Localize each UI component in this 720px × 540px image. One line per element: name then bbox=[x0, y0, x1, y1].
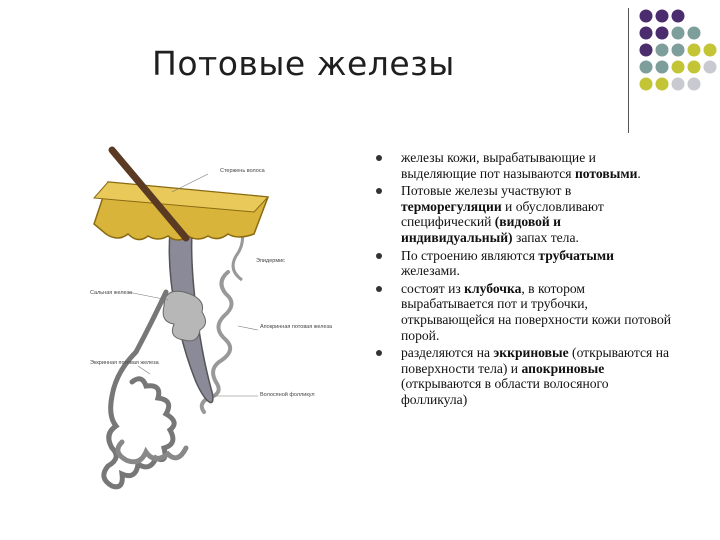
bullet-bold-text: (видовой и индивидуальный) bbox=[401, 214, 561, 245]
decor-dot bbox=[688, 61, 701, 74]
decor-dot bbox=[656, 78, 669, 91]
decor-dot bbox=[704, 44, 717, 57]
slide-title: Потовые железы bbox=[152, 44, 455, 83]
bullet-text: , в котором вырабатывается пот и трубочки, открывающейся на поверхности кожи потовой порой. bbox=[401, 280, 672, 343]
bullet-bold-text: эккриновые bbox=[493, 345, 569, 361]
bullet-item bbox=[372, 183, 672, 245]
bullet-item bbox=[372, 345, 672, 407]
label-eccrine: Эккринная потовая железа bbox=[90, 360, 159, 366]
decor-dot bbox=[672, 61, 685, 74]
decor-dot bbox=[672, 44, 685, 57]
decor-dot bbox=[704, 61, 717, 74]
bullet-bold-text: терморегуляции bbox=[401, 198, 502, 214]
decor-dot bbox=[688, 78, 701, 91]
decor-divider-line bbox=[628, 8, 629, 133]
label-epidermis: Эпидермис bbox=[256, 258, 285, 264]
bullet-item bbox=[372, 248, 672, 279]
bullet-text: По строению являются bbox=[401, 247, 539, 263]
bullet-text: разделяются на bbox=[401, 345, 494, 361]
bullet-list bbox=[372, 150, 672, 408]
bullet-text: . bbox=[637, 165, 641, 181]
bullet-item bbox=[372, 150, 672, 181]
label-sebaceous: Сальная железа bbox=[90, 290, 133, 296]
label-apocrine: Апокринная потовая железа bbox=[260, 324, 333, 330]
bullet-bold-text: апокриновые bbox=[521, 360, 605, 376]
bullet-bold-text: трубчатыми bbox=[538, 247, 614, 263]
decor-dots bbox=[638, 8, 718, 108]
decor-dot bbox=[640, 10, 653, 23]
bullet-text: (открываются в области волосяного фолликула) bbox=[401, 376, 609, 407]
decor-dot bbox=[672, 27, 685, 40]
decor-dot bbox=[688, 44, 701, 57]
bullet-text: и обусловливают специфический bbox=[401, 198, 604, 230]
bullet-text: (открываются на поверхности тела) и bbox=[401, 345, 670, 376]
sweat-gland-illustration bbox=[88, 142, 333, 527]
decor-dot bbox=[688, 27, 701, 40]
bullet-text: запах тела. bbox=[512, 229, 579, 245]
decor-dot bbox=[640, 44, 653, 57]
bullet-text: состоят из bbox=[401, 280, 465, 296]
bullet-item bbox=[372, 281, 672, 343]
bullet-text: железы кожи, вырабатывающие и выделяющие пот называются bbox=[401, 150, 596, 181]
bullet-bold-text: клубочка bbox=[464, 280, 522, 296]
decor-dot bbox=[640, 61, 653, 74]
decor-dot bbox=[656, 10, 669, 23]
decor-dot bbox=[640, 78, 653, 91]
bullet-bold-text: потовыми bbox=[574, 165, 638, 181]
decor-dot bbox=[656, 61, 669, 74]
decor-dot bbox=[672, 78, 685, 91]
bullet-text: Потовые железы участвуют в bbox=[401, 183, 572, 199]
decor-dot bbox=[640, 27, 653, 40]
label-hair: Стержень волоса bbox=[220, 168, 265, 174]
decor-dot bbox=[656, 44, 669, 57]
label-follicle: Волосяной фолликул bbox=[260, 392, 315, 398]
decor-dot bbox=[672, 10, 685, 23]
decor-dot bbox=[656, 27, 669, 40]
sebaceous-gland bbox=[163, 291, 205, 341]
bullet-text: железами. bbox=[401, 263, 460, 279]
